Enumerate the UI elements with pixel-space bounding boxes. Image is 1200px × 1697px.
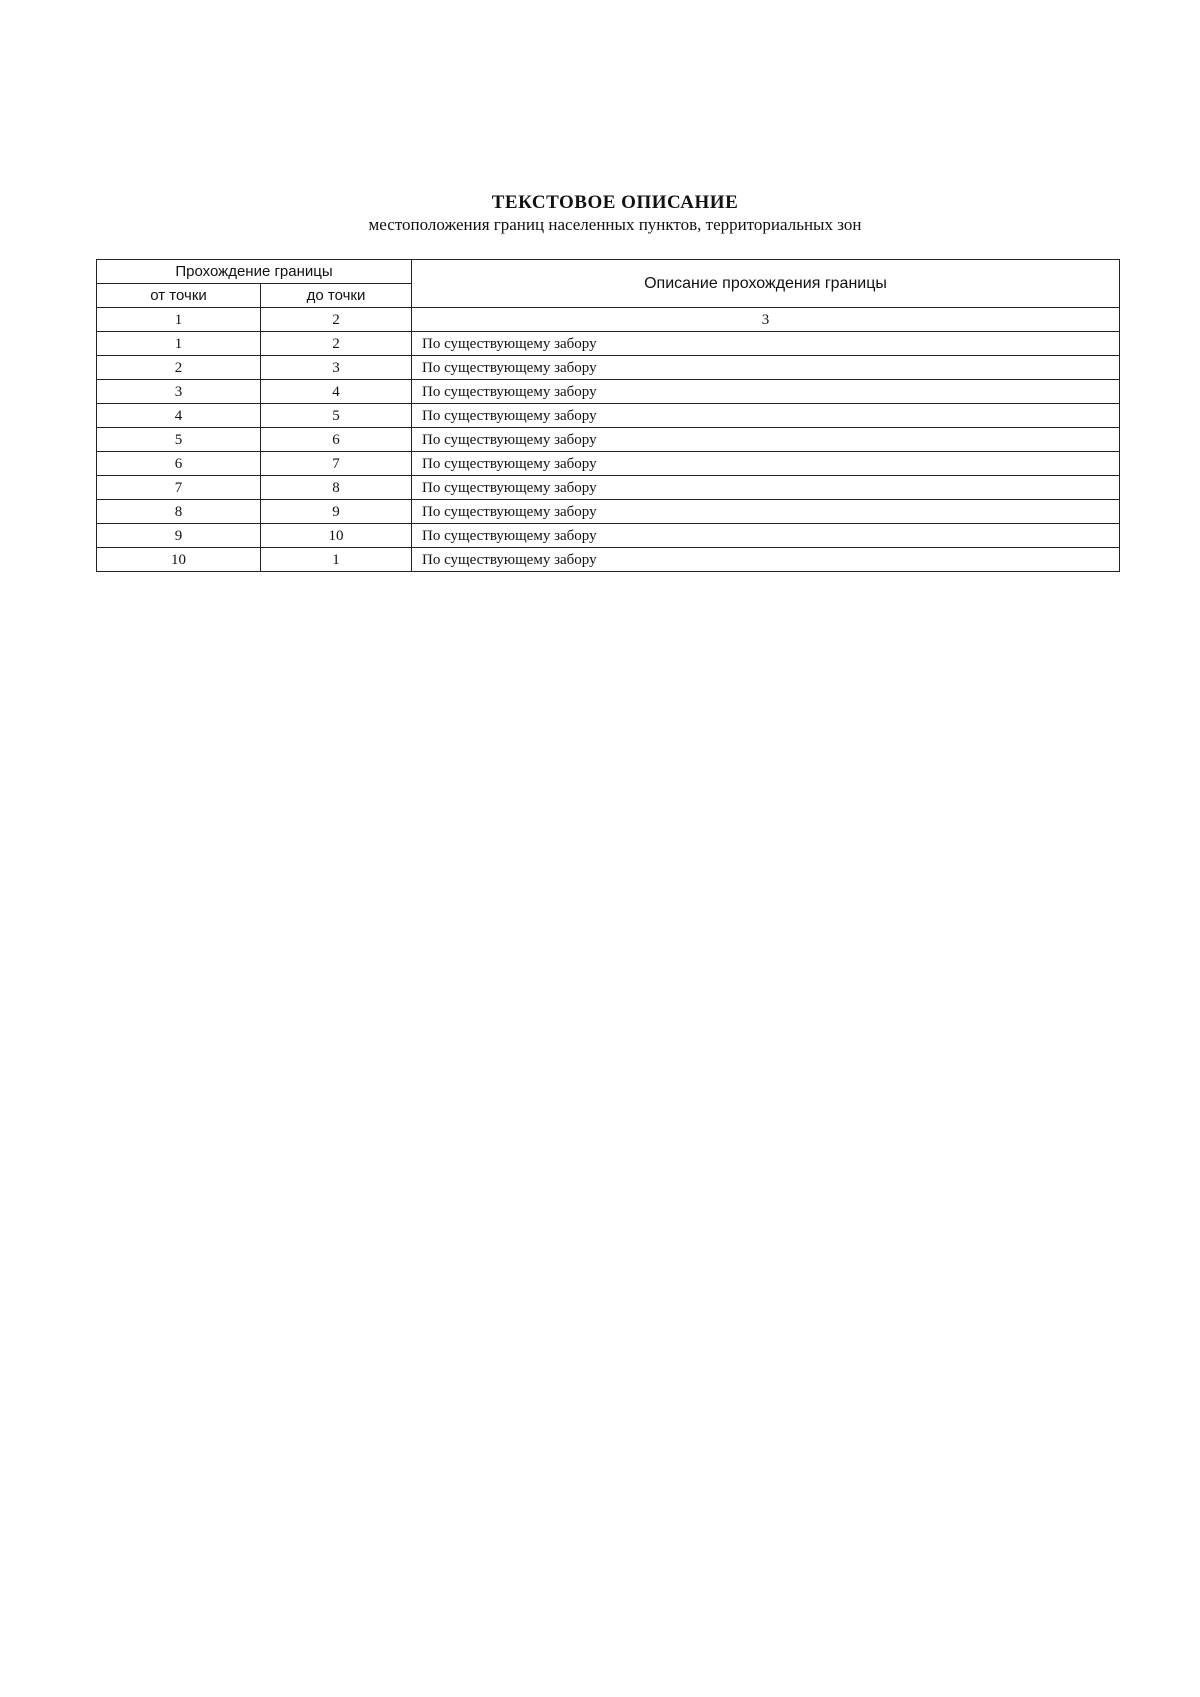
table-row <box>97 548 1120 572</box>
table-row <box>97 332 1120 356</box>
from-point-cell: 4 <box>97 404 261 428</box>
to-point-cell: 9 <box>261 500 412 524</box>
table-row <box>97 524 1120 548</box>
to-point-cell: 6 <box>261 428 412 452</box>
from-point-cell: 7 <box>97 476 261 500</box>
from-point-cell: 1 <box>97 332 261 356</box>
to-point-cell: 8 <box>261 476 412 500</box>
description-cell: По существующему забору <box>412 428 1120 452</box>
document-title: ТЕКСТОВОЕ ОПИСАНИЕ <box>491 192 739 213</box>
table-row <box>97 428 1120 452</box>
header-boundary-passage: Прохождение границы <box>97 260 412 284</box>
to-point-cell: 5 <box>261 404 412 428</box>
to-point-cell: 3 <box>261 356 412 380</box>
from-point-cell: 10 <box>97 548 261 572</box>
from-point-cell: 2 <box>97 356 261 380</box>
table-row <box>97 404 1120 428</box>
description-cell: По существующему забору <box>412 548 1120 572</box>
table-row <box>97 476 1120 500</box>
document-subtitle: местоположения границ населенных пунктов, территориальных зон <box>368 215 862 234</box>
description-cell: По существующему забору <box>412 404 1120 428</box>
description-cell: По существующему забору <box>412 380 1120 404</box>
table-row <box>97 356 1120 380</box>
from-point-cell: 5 <box>97 428 261 452</box>
from-point-cell: 3 <box>97 380 261 404</box>
to-point-cell: 2 <box>261 332 412 356</box>
column-number-row <box>97 308 1120 332</box>
column-number-1: 1 <box>97 308 261 332</box>
table-row <box>97 380 1120 404</box>
column-number-3: 3 <box>412 308 1120 332</box>
header-description: Описание прохождения границы <box>412 260 1120 308</box>
table-row <box>97 452 1120 476</box>
header-to-point: до точки <box>261 284 412 308</box>
description-cell: По существующему забору <box>412 500 1120 524</box>
column-number-2: 2 <box>261 308 412 332</box>
from-point-cell: 6 <box>97 452 261 476</box>
header-from-point: от точки <box>97 284 261 308</box>
table-header-row <box>97 260 1120 284</box>
from-point-cell: 8 <box>97 500 261 524</box>
table-row <box>97 500 1120 524</box>
to-point-cell: 1 <box>261 548 412 572</box>
description-cell: По существующему забору <box>412 476 1120 500</box>
to-point-cell: 10 <box>261 524 412 548</box>
description-cell: По существующему забору <box>412 524 1120 548</box>
boundary-table <box>96 259 1120 572</box>
description-cell: По существующему забору <box>412 452 1120 476</box>
description-cell: По существующему забору <box>412 356 1120 380</box>
to-point-cell: 4 <box>261 380 412 404</box>
to-point-cell: 7 <box>261 452 412 476</box>
description-cell: По существующему забору <box>412 332 1120 356</box>
from-point-cell: 9 <box>97 524 261 548</box>
